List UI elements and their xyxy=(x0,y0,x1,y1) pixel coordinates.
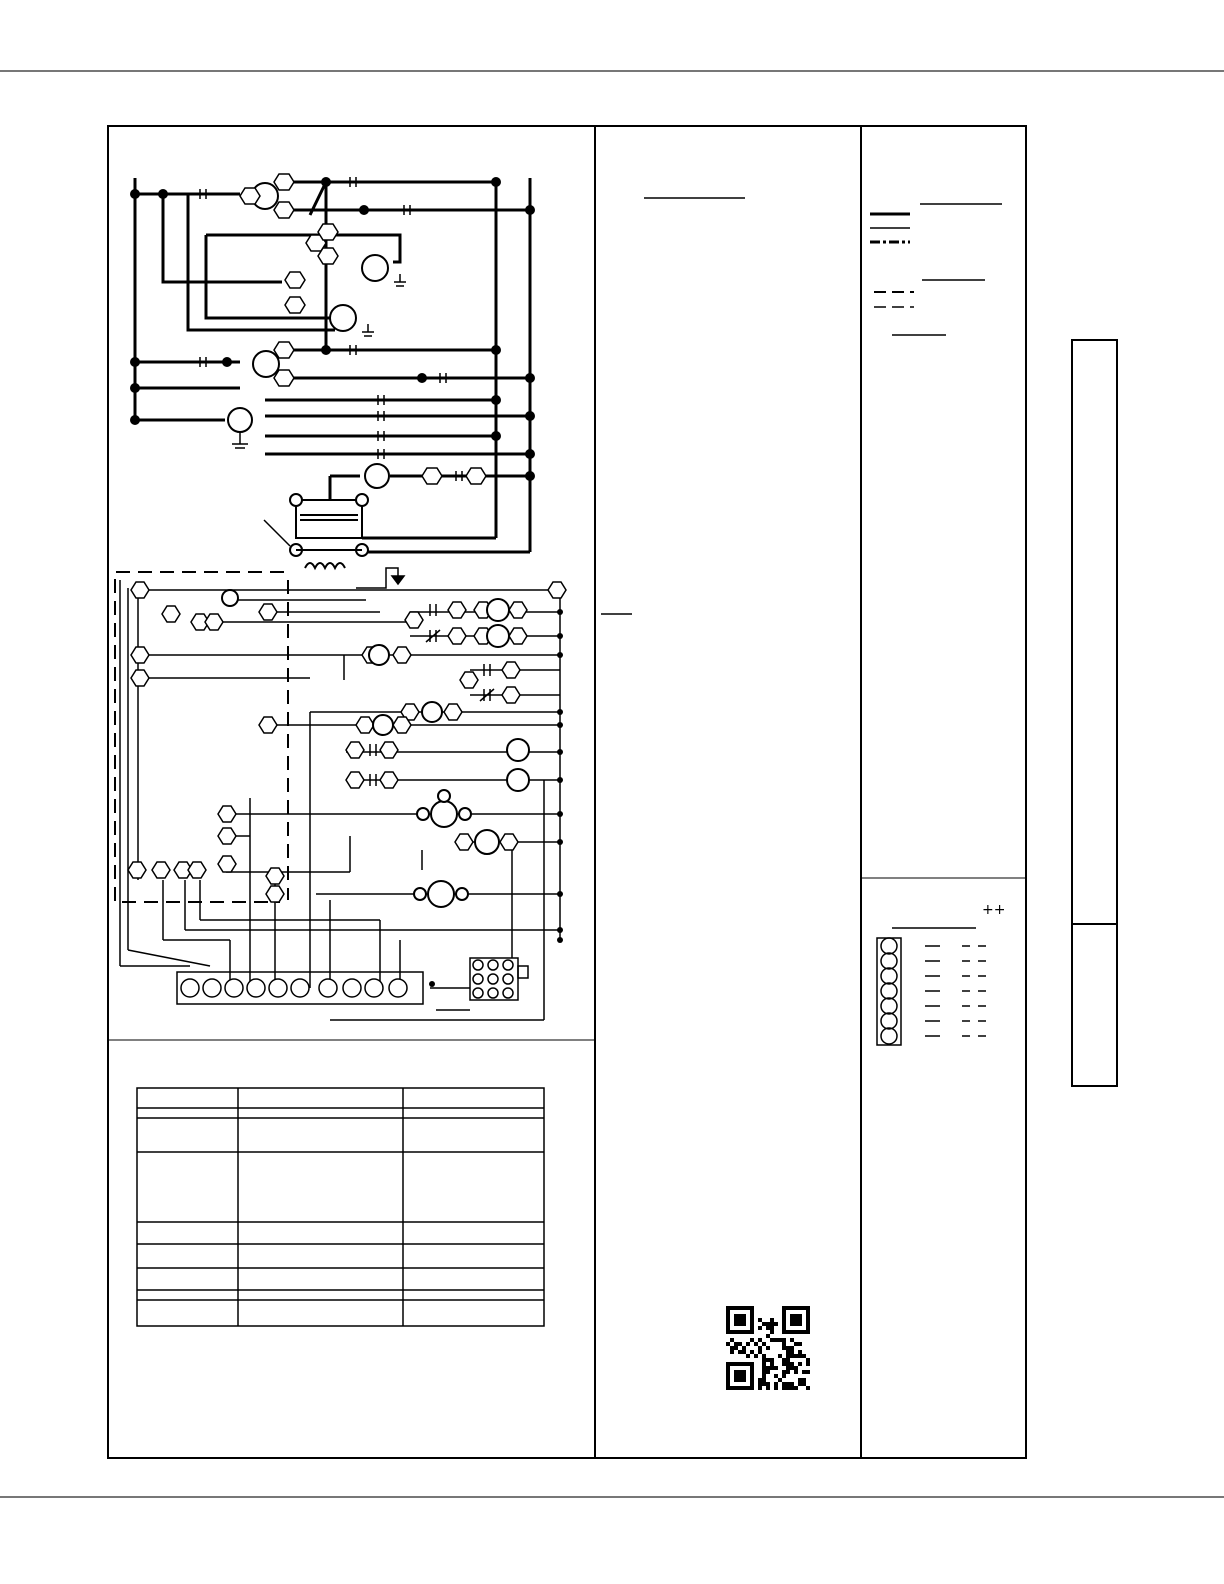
svg-text:++: ++ xyxy=(982,902,1006,918)
transformer-icon xyxy=(264,494,368,568)
side-tab xyxy=(1072,340,1117,1086)
terminal-strip xyxy=(177,972,423,1004)
ground-icon xyxy=(356,568,404,588)
legend xyxy=(870,204,1002,335)
diagram-frame xyxy=(108,126,1026,1458)
qr-code-icon xyxy=(726,1306,810,1390)
nine-pin-connector xyxy=(470,958,528,1000)
component-table xyxy=(137,1088,544,1326)
middle-column-marks xyxy=(601,198,745,614)
plug-legend xyxy=(877,902,1005,1045)
